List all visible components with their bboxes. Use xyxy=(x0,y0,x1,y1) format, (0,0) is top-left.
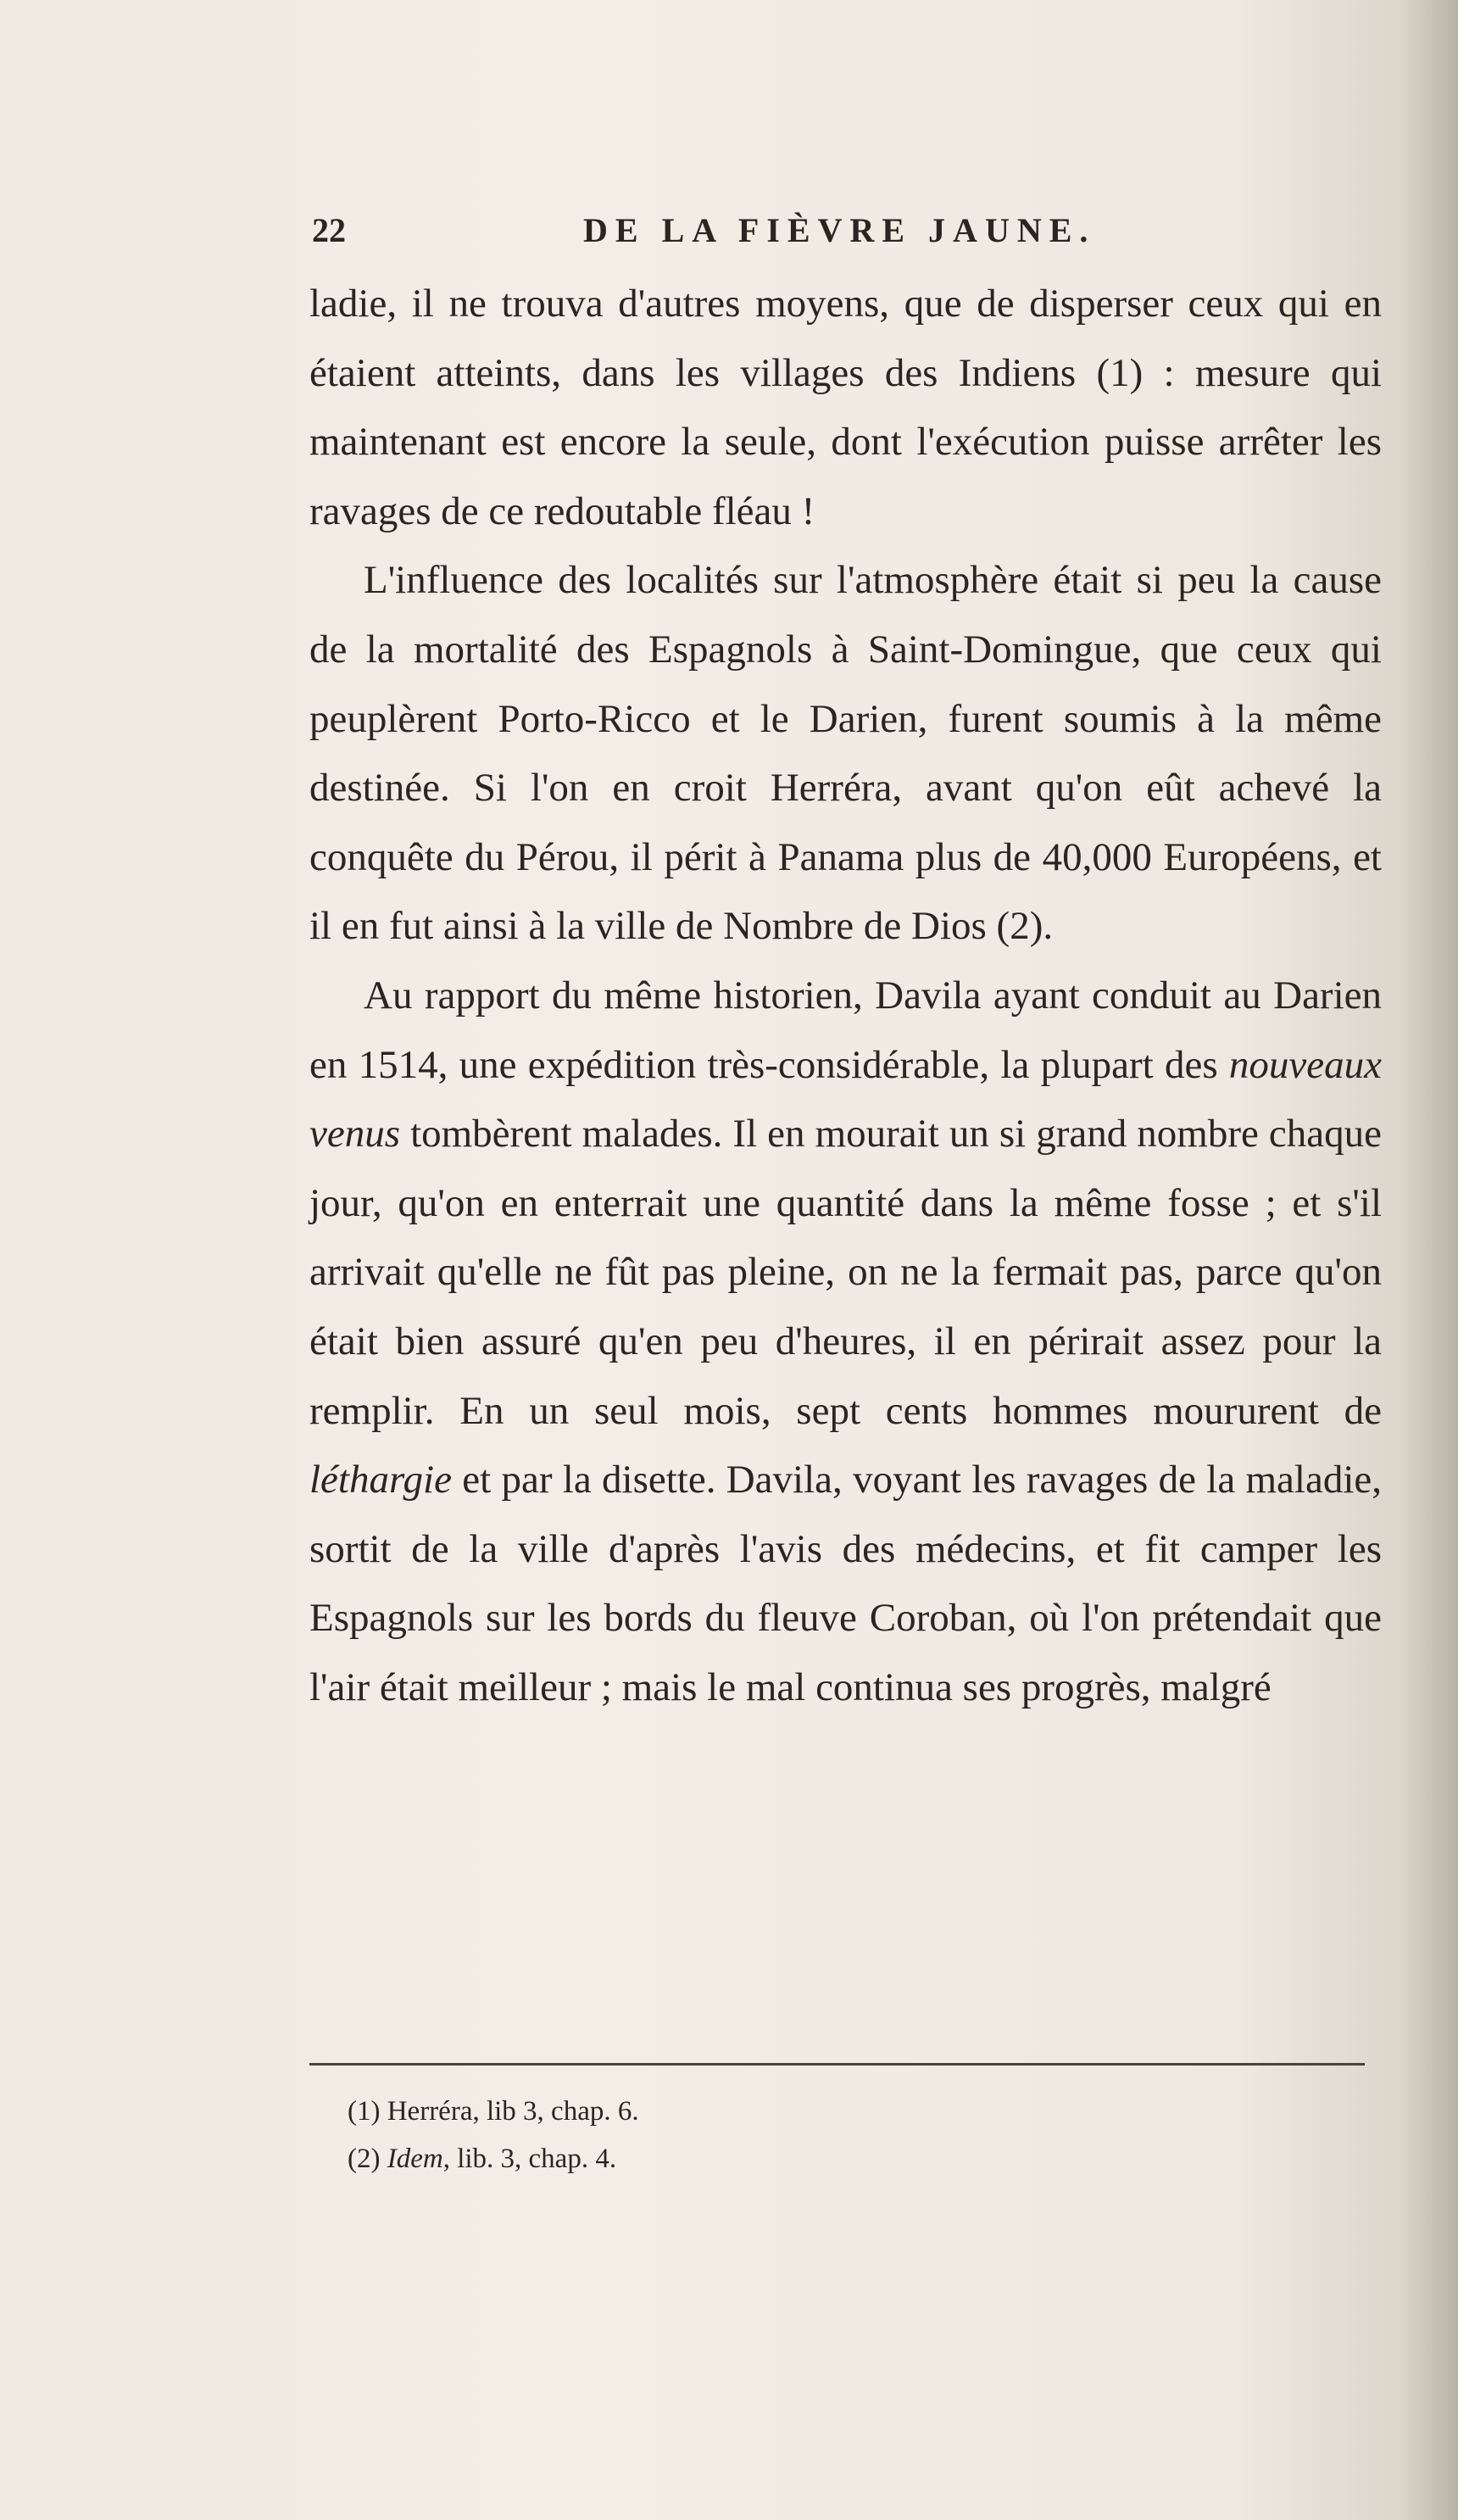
paragraph-2-text: L'influence des localités sur l'atmosphère était si peu la cause de la mortalité des Espagnols à Saint-Domingue, que ceux qui peuplèrent Porto-Ricco et le Darien, furent soumis à la même destinée. Si l'on en croit Herréra, avant qu'on eût achevé la conquête du Pérou, il périt à Panama plus de 40,000 Européens, et il en fut ainsi à la ville de Nombre de Dios (2). xyxy=(309,558,1382,949)
footnote-2 xyxy=(348,2135,1280,2183)
paragraph-1 xyxy=(309,270,1382,546)
paragraph-2 xyxy=(309,546,1382,962)
paragraph-3-text-a: Au rapport du même historien, Davila ayant conduit au Darien en 1514, une expédition très-considérable, la plupart des xyxy=(309,973,1382,1087)
footnote-2-idem: Idem xyxy=(387,2144,443,2174)
footnote-2-rest: , lib. 3, chap. 4. xyxy=(442,2144,617,2174)
paragraph-1-text: ladie, il ne trouva d'autres moyens, que de disperser ceux qui en étaient atteints, dans les villages des Indiens (1) : mesure qui maintenant est encore la seule, dont l'exécution puisse arrêter les ravages de ce redoutable fléau ! xyxy=(309,282,1382,533)
body-text xyxy=(309,270,1382,1722)
footnotes xyxy=(348,2088,1280,2183)
paragraph-3-text-e: et par la disette. Davila, voyant les ravages de la maladie, sortit de la ville d'après l'avis des médecins, et fit camper les Espagnols sur les bords du fleuve Coroban, où l'on prétendait que l'air était meilleur ; mais le mal continua ses progrès, malgré xyxy=(309,1458,1383,1709)
page-header xyxy=(312,210,1378,261)
paragraph-3 xyxy=(309,962,1382,1723)
footnote-2-mark: (2) xyxy=(348,2144,381,2174)
page-number: 22 xyxy=(312,211,346,249)
paragraph-3-italic-lethargie: léthargie xyxy=(309,1458,452,1503)
footnote-divider xyxy=(309,2063,1365,2066)
paragraph-3-text-c: tombèrent malades. Il en mourait un si grand nombre chaque jour, qu'on en enterrait une quantité dans la même fosse ; et s'il arrivait qu'elle ne fût pas pleine, on ne la fermait pas, parce qu'on était bien assuré qu'en peu d'heures, il en périrait assez pour la remplir. En un seul mois, sept cents hommes moururent de xyxy=(309,1112,1382,1433)
paragraph-3-italic-nouveaux-venus: nouveaux venus xyxy=(309,1042,1382,1157)
footnote-1: (1) Herréra, lib 3, chap. 6. xyxy=(348,2096,639,2127)
running-title: DE LA FIÈVRE JAUNE. xyxy=(583,211,1096,249)
